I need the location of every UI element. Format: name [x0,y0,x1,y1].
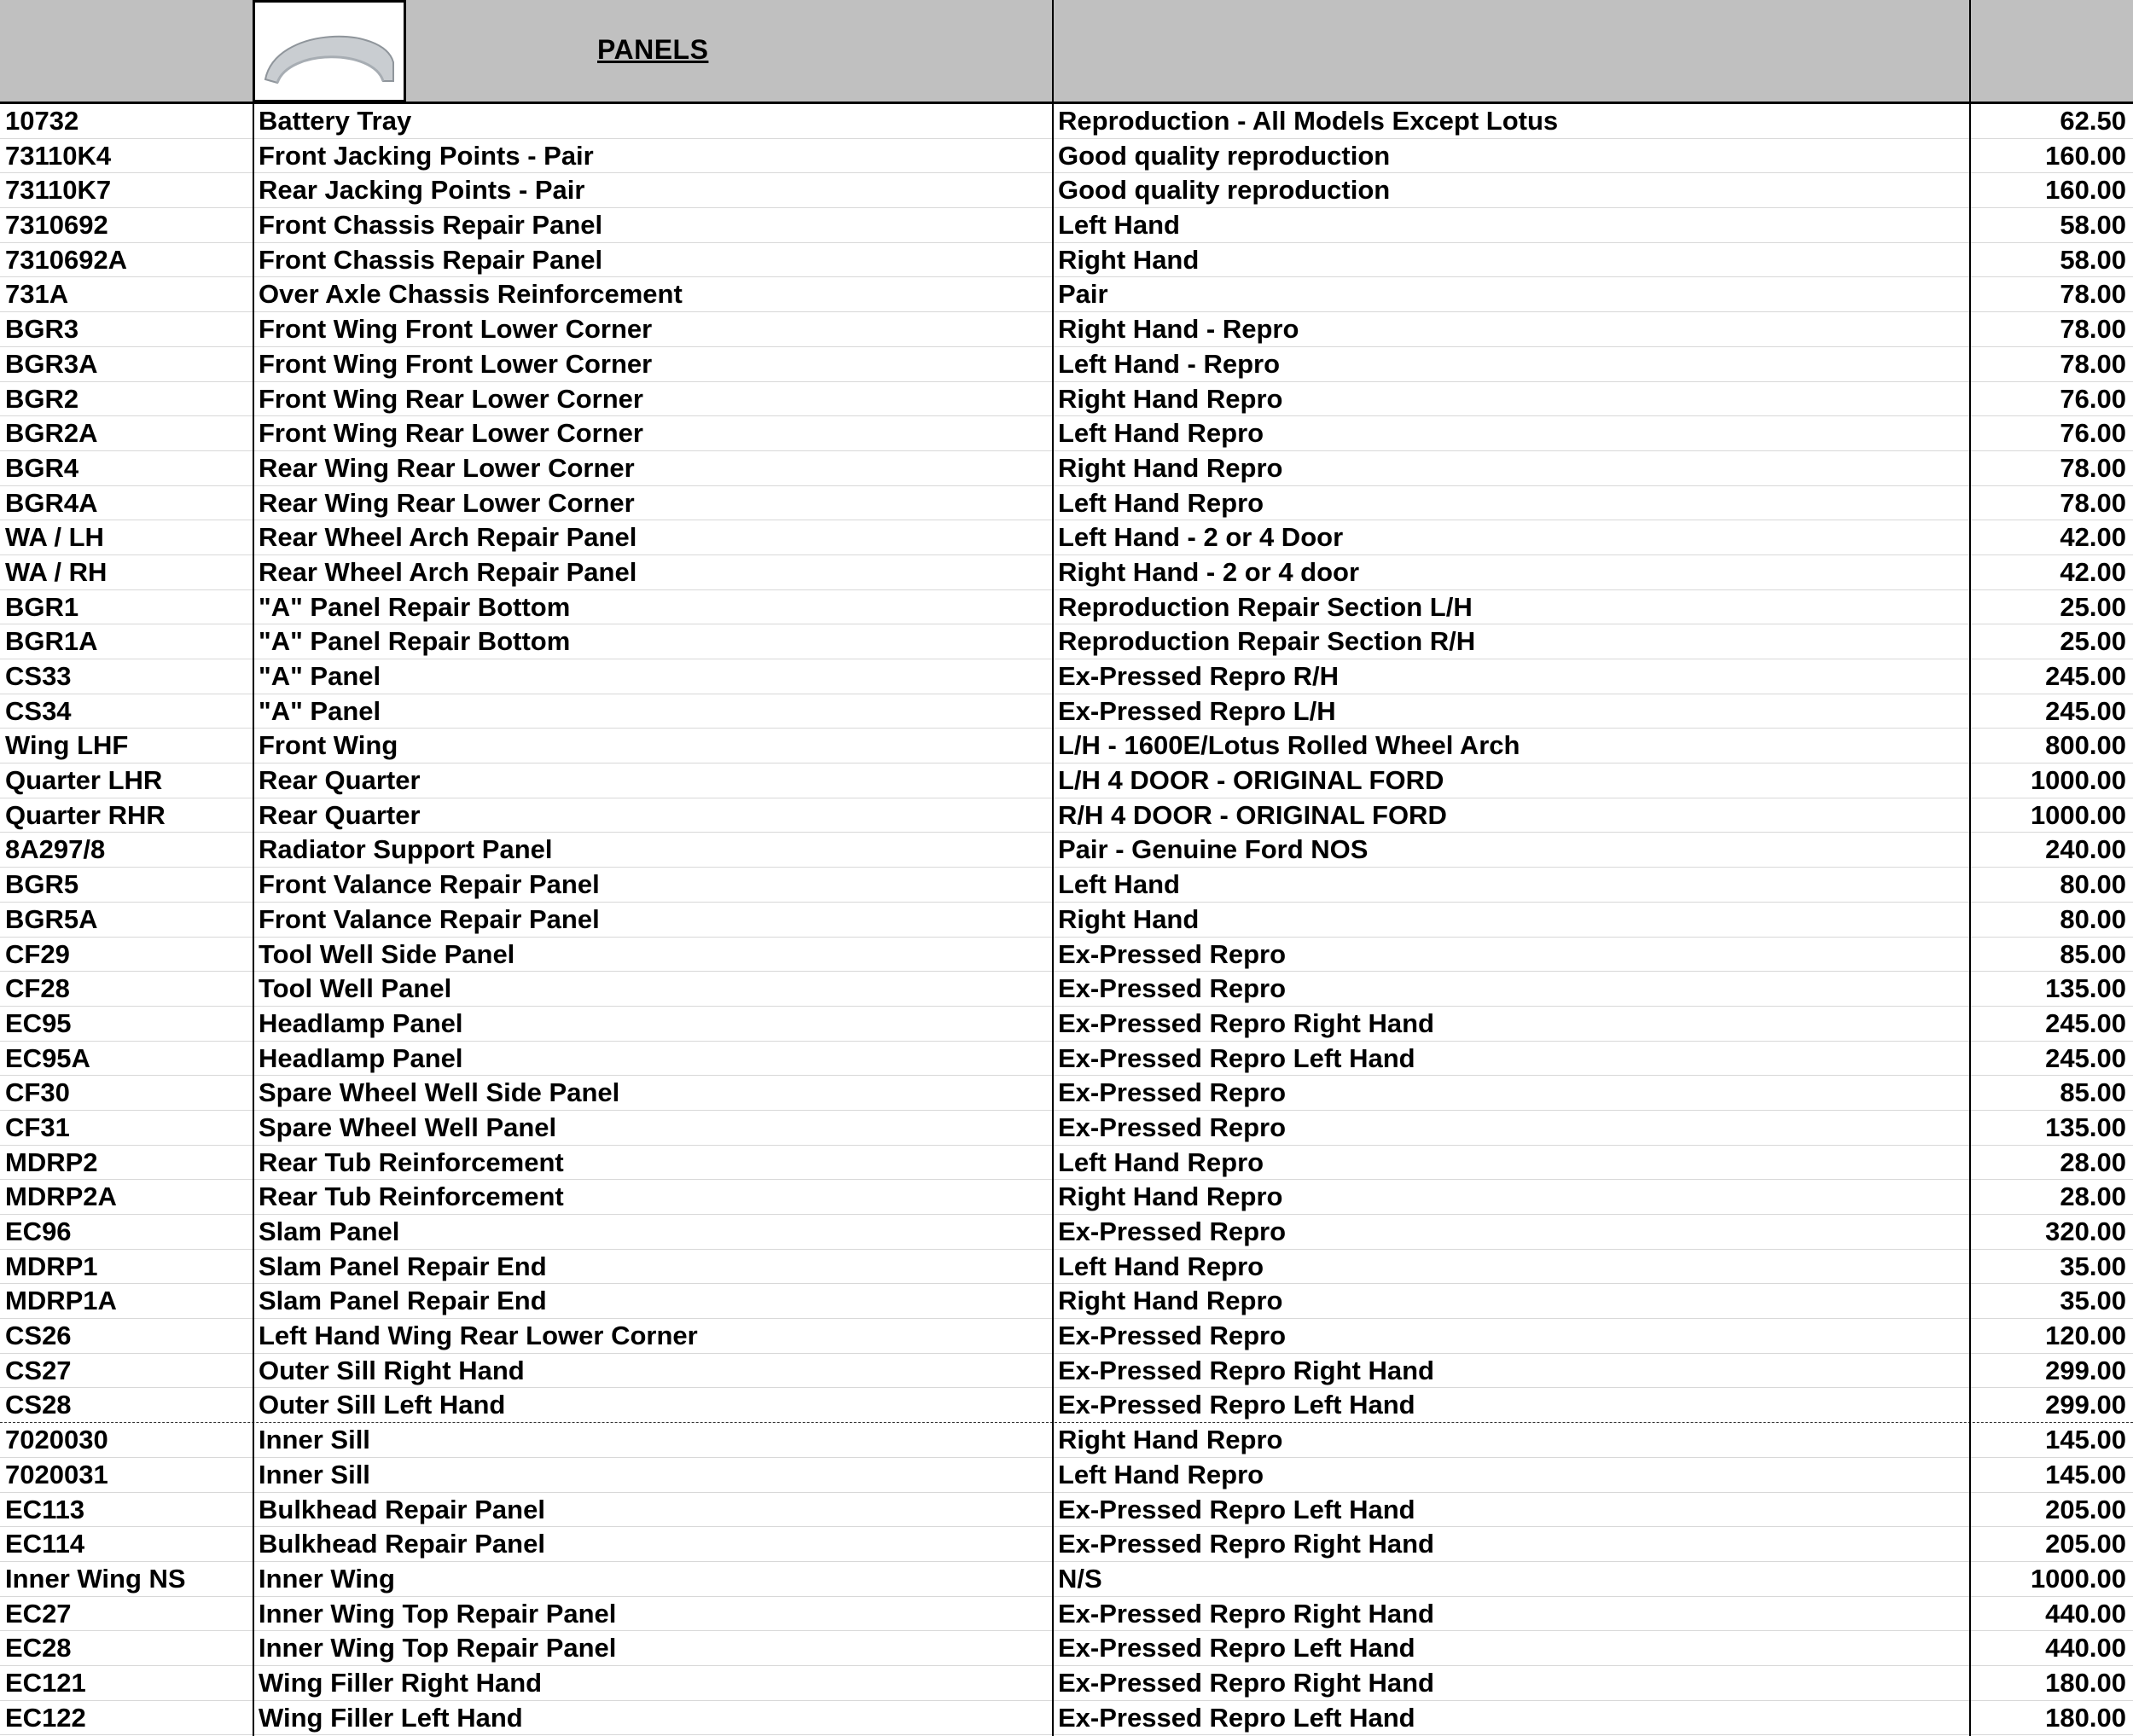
note-cell: Pair - Genuine Ford NOS [1058,834,1369,865]
price-cell: 245.00 [2045,661,2126,691]
price-cell: 440.00 [2045,1598,2126,1629]
description-cell: Front Wing Front Lower Corner [259,348,653,379]
table-row [0,1319,2133,1354]
price-cell: 80.00 [2060,869,2126,900]
description-cell: Rear Wheel Arch Repair Panel [259,522,637,553]
note-cell: Ex-Pressed Repro [1058,1216,1287,1246]
description-cell: Rear Wing Rear Lower Corner [259,452,635,483]
part-code-cell: CF28 [5,973,70,1004]
table-row [0,1111,2133,1146]
table-row [0,104,2133,139]
description-cell: Tool Well Panel [259,973,452,1004]
note-cell: Ex-Pressed Repro [1058,1112,1287,1142]
price-cell: 85.00 [2060,938,2126,969]
price-table [0,104,2133,1735]
price-cell: 25.00 [2060,626,2126,657]
part-code-cell: 73110K7 [5,175,112,206]
price-cell: 58.00 [2060,244,2126,275]
part-code-cell: CF30 [5,1077,70,1108]
description-cell: Inner Sill [259,1425,370,1455]
table-row [0,555,2133,590]
table-row [0,972,2133,1007]
note-cell: N/S [1058,1563,1102,1594]
part-code-cell: CS33 [5,661,72,691]
table-row [0,1284,2133,1319]
price-cell: 1000.00 [2030,1563,2126,1594]
table-row [0,1458,2133,1493]
note-cell: L/H - 1600E/Lotus Rolled Wheel Arch [1058,730,1520,761]
table-row [0,1180,2133,1215]
description-cell: Front Chassis Repair Panel [259,244,603,275]
price-cell: 205.00 [2045,1494,2126,1524]
note-cell: Ex-Pressed Repro Right Hand [1058,1667,1434,1698]
part-code-cell: MDRP2 [5,1147,98,1177]
note-cell: Right Hand Repro [1058,452,1283,483]
note-cell: Left Hand [1058,210,1180,241]
price-cell: 240.00 [2045,834,2126,865]
note-cell: Right Hand - Repro [1058,314,1299,345]
table-row [0,243,2133,278]
note-cell: Right Hand - 2 or 4 door [1058,556,1360,587]
description-cell: Left Hand Wing Rear Lower Corner [259,1321,698,1351]
price-cell: 299.00 [2045,1355,2126,1385]
part-code-cell: CF31 [5,1112,70,1142]
description-cell: Radiator Support Panel [259,834,553,865]
note-cell: Pair [1058,279,1108,310]
note-cell: R/H 4 DOOR - ORIGINAL FORD [1058,799,1447,830]
part-code-cell: EC114 [5,1529,85,1559]
table-row [0,1562,2133,1597]
price-cell: 78.00 [2060,348,2126,379]
price-cell: 205.00 [2045,1529,2126,1559]
part-code-cell: EC95A [5,1042,90,1073]
part-code-cell: 7020030 [5,1425,108,1455]
table-row [0,1701,2133,1736]
price-cell: 78.00 [2060,314,2126,345]
table-row [0,1631,2133,1666]
part-code-cell: EC96 [5,1216,72,1246]
note-cell: Ex-Pressed Repro Left Hand [1058,1042,1415,1073]
table-row [0,1076,2133,1111]
description-cell: Front Valance Repair Panel [259,903,600,934]
part-code-cell: MDRP1A [5,1286,117,1316]
price-cell: 76.00 [2060,418,2126,449]
page-title: PANELS [597,34,709,65]
description-cell: Rear Quarter [259,765,421,796]
part-code-cell: 73110K4 [5,140,112,171]
table-row [0,763,2133,798]
description-cell: Slam Panel Repair End [259,1286,547,1316]
table-row [0,903,2133,938]
price-cell: 800.00 [2045,730,2126,761]
description-cell: "A" Panel [259,661,381,691]
note-cell: Ex-Pressed Repro Left Hand [1058,1702,1415,1733]
note-cell: Right Hand [1058,244,1200,275]
price-cell: 76.00 [2060,383,2126,414]
table-row [0,1007,2133,1042]
table-row [0,694,2133,729]
part-code-cell: 8A297/8 [5,834,106,865]
price-cell: 180.00 [2045,1702,2126,1733]
part-code-cell: CS27 [5,1355,72,1385]
table-row [0,1597,2133,1632]
price-cell: 28.00 [2060,1182,2126,1212]
wheel-arch-panel-icon [259,9,400,95]
table-row [0,382,2133,417]
note-cell: Ex-Pressed Repro [1058,1321,1287,1351]
price-cell: 1000.00 [2030,765,2126,796]
description-cell: "A" Panel Repair Bottom [259,591,571,622]
description-cell: Front Chassis Repair Panel [259,210,603,241]
description-cell: Wing Filler Right Hand [259,1667,543,1698]
description-cell: Front Wing Rear Lower Corner [259,383,643,414]
part-code-cell: EC95 [5,1007,72,1038]
part-code-cell: BGR3 [5,314,79,345]
table-row [0,1042,2133,1077]
description-cell: Bulkhead Repair Panel [259,1529,545,1559]
note-cell: Right Hand Repro [1058,1425,1283,1455]
description-cell: Bulkhead Repair Panel [259,1494,545,1524]
price-cell: 42.00 [2060,556,2126,587]
price-cell: 440.00 [2045,1633,2126,1663]
part-code-cell: Quarter LHR [5,765,163,796]
description-cell: Outer Sill Right Hand [259,1355,525,1385]
description-cell: Slam Panel [259,1216,400,1246]
description-cell: Inner Wing Top Repair Panel [259,1598,617,1629]
part-code-cell: BGR3A [5,348,98,379]
table-row [0,624,2133,659]
price-cell: 25.00 [2060,591,2126,622]
price-cell: 78.00 [2060,452,2126,483]
part-code-cell: MDRP2A [5,1182,117,1212]
note-cell: Left Hand [1058,869,1180,900]
note-cell: Right Hand [1058,903,1200,934]
part-code-cell: MDRP1 [5,1251,98,1281]
price-cell: 299.00 [2045,1390,2126,1420]
note-cell: Ex-Pressed Repro Left Hand [1058,1633,1415,1663]
description-cell: "A" Panel Repair Bottom [259,626,571,657]
table-row [0,173,2133,208]
price-cell: 85.00 [2060,1077,2126,1108]
description-cell: Front Wing Rear Lower Corner [259,418,643,449]
description-cell: Spare Wheel Well Panel [259,1112,557,1142]
header-row [0,0,2133,104]
table-row [0,1215,2133,1250]
part-code-cell: 7310692A [5,244,128,275]
note-cell: Ex-Pressed Repro [1058,938,1287,969]
part-code-cell: WA / RH [5,556,108,587]
note-cell: Left Hand Repro [1058,1251,1264,1281]
table-row [0,659,2133,694]
part-code-cell: BGR5 [5,869,79,900]
note-cell: Ex-Pressed Repro R/H [1058,661,1340,691]
description-cell: Rear Wheel Arch Repair Panel [259,556,637,587]
price-cell: 35.00 [2060,1286,2126,1316]
table-row [0,1146,2133,1181]
table-row [0,208,2133,243]
note-cell: Left Hand - 2 or 4 Door [1058,522,1344,553]
table-row [0,798,2133,833]
part-code-cell: EC113 [5,1494,85,1524]
table-row [0,1250,2133,1285]
table-row [0,416,2133,451]
note-cell: Ex-Pressed Repro [1058,1077,1287,1108]
price-cell: 135.00 [2045,973,2126,1004]
part-code-cell: BGR4 [5,452,79,483]
part-code-cell: EC28 [5,1633,72,1663]
description-cell: Rear Quarter [259,799,421,830]
table-row [0,938,2133,973]
price-cell: 135.00 [2045,1112,2126,1142]
table-row [0,312,2133,347]
part-code-cell: CS34 [5,695,72,726]
part-code-cell: 7020031 [5,1459,108,1489]
price-cell: 35.00 [2060,1251,2126,1281]
part-code-cell: EC122 [5,1702,86,1733]
part-code-cell: Inner Wing NS [5,1563,186,1594]
description-cell: Front Valance Repair Panel [259,869,600,900]
table-row [0,347,2133,382]
note-cell: Ex-Pressed Repro Left Hand [1058,1494,1415,1524]
note-cell: Ex-Pressed Repro Right Hand [1058,1007,1434,1038]
table-row [0,139,2133,174]
column-divider [1052,0,1054,1736]
price-cell: 80.00 [2060,903,2126,934]
part-code-cell: CF29 [5,938,70,969]
note-cell: Good quality reproduction [1058,140,1391,171]
note-cell: Ex-Pressed Repro Left Hand [1058,1390,1415,1420]
price-cell: 62.50 [2060,106,2126,136]
note-cell: Ex-Pressed Repro Right Hand [1058,1598,1434,1629]
table-row [0,1423,2133,1458]
description-cell: Wing Filler Left Hand [259,1702,523,1733]
note-cell: Ex-Pressed Repro Right Hand [1058,1355,1434,1385]
panel-thumbnail [253,0,406,102]
description-cell: Headlamp Panel [259,1042,463,1073]
description-cell: Front Wing Front Lower Corner [259,314,653,345]
description-cell: Front Jacking Points - Pair [259,140,594,171]
price-cell: 245.00 [2045,695,2126,726]
price-cell: 145.00 [2045,1425,2126,1455]
price-cell: 180.00 [2045,1667,2126,1698]
price-cell: 1000.00 [2030,799,2126,830]
price-cell: 58.00 [2060,210,2126,241]
note-cell: L/H 4 DOOR - ORIGINAL FORD [1058,765,1444,796]
description-cell: Front Wing [259,730,398,761]
part-code-cell: BGR4A [5,487,98,518]
price-cell: 160.00 [2045,140,2126,171]
table-row [0,868,2133,903]
part-code-cell: 7310692 [5,210,108,241]
table-row [0,486,2133,521]
part-code-cell: WA / LH [5,522,104,553]
note-cell: Ex-Pressed Repro [1058,973,1287,1004]
part-code-cell: Wing LHF [5,730,129,761]
part-code-cell: CS26 [5,1321,72,1351]
part-code-cell: BGR2 [5,383,79,414]
part-code-cell: BGR2A [5,418,98,449]
description-cell: Headlamp Panel [259,1007,463,1038]
note-cell: Left Hand Repro [1058,1459,1264,1489]
description-cell: Rear Tub Reinforcement [259,1182,564,1212]
part-code-cell: 10732 [5,106,79,136]
table-row [0,1493,2133,1528]
description-cell: Inner Wing Top Repair Panel [259,1633,617,1663]
table-row [0,729,2133,763]
column-divider [253,0,254,1736]
part-code-cell: BGR5A [5,903,98,934]
description-cell: Spare Wheel Well Side Panel [259,1077,620,1108]
part-code-cell: CS28 [5,1390,72,1420]
note-cell: Right Hand Repro [1058,383,1283,414]
note-cell: Left Hand Repro [1058,418,1264,449]
description-cell: Over Axle Chassis Reinforcement [259,279,683,310]
description-cell: Inner Wing [259,1563,395,1594]
note-cell: Ex-Pressed Repro Right Hand [1058,1529,1434,1559]
note-cell: Reproduction Repair Section L/H [1058,591,1473,622]
price-cell: 28.00 [2060,1147,2126,1177]
price-cell: 120.00 [2045,1321,2126,1351]
table-row [0,1388,2133,1423]
description-cell: Inner Sill [259,1459,370,1489]
note-cell: Reproduction Repair Section R/H [1058,626,1476,657]
description-cell: Slam Panel Repair End [259,1251,547,1281]
part-code-cell: BGR1A [5,626,98,657]
description-cell: Rear Wing Rear Lower Corner [259,487,635,518]
part-code-cell: Quarter RHR [5,799,166,830]
price-cell: 42.00 [2060,522,2126,553]
description-cell: Tool Well Side Panel [259,938,515,969]
table-row [0,1527,2133,1562]
price-cell: 320.00 [2045,1216,2126,1246]
note-cell: Ex-Pressed Repro L/H [1058,695,1336,726]
table-row [0,833,2133,868]
note-cell: Good quality reproduction [1058,175,1391,206]
table-row [0,277,2133,312]
description-cell: Outer Sill Left Hand [259,1390,506,1420]
description-cell: "A" Panel [259,695,381,726]
price-cell: 145.00 [2045,1459,2126,1489]
note-cell: Right Hand Repro [1058,1286,1283,1316]
column-divider [1969,0,1971,1736]
table-row [0,451,2133,486]
description-cell: Battery Tray [259,106,412,136]
note-cell: Left Hand Repro [1058,487,1264,518]
note-cell: Left Hand Repro [1058,1147,1264,1177]
description-cell: Rear Jacking Points - Pair [259,175,585,206]
price-cell: 160.00 [2045,175,2126,206]
description-cell: Rear Tub Reinforcement [259,1147,564,1177]
price-cell: 78.00 [2060,279,2126,310]
price-cell: 245.00 [2045,1042,2126,1073]
price-cell: 245.00 [2045,1007,2126,1038]
part-code-cell: 731A [5,279,69,310]
note-cell: Reproduction - All Models Except Lotus [1058,106,1559,136]
table-row [0,1354,2133,1389]
table-row [0,1666,2133,1701]
price-cell: 78.00 [2060,487,2126,518]
note-cell: Left Hand - Repro [1058,348,1281,379]
part-code-cell: EC121 [5,1667,86,1698]
table-row [0,520,2133,555]
part-code-cell: EC27 [5,1598,72,1629]
part-code-cell: BGR1 [5,591,79,622]
table-row [0,590,2133,625]
note-cell: Right Hand Repro [1058,1182,1283,1212]
